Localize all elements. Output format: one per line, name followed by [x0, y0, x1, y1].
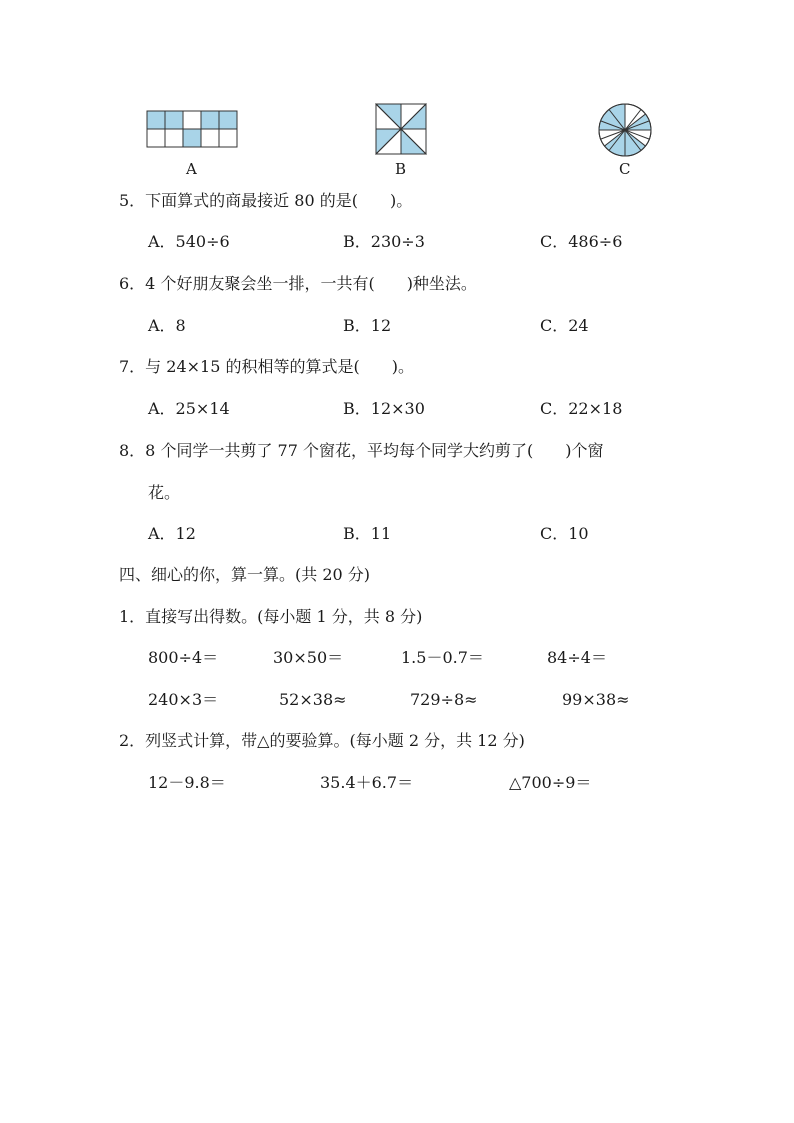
section-4-title: 四、细心的你，算一算。(共 20 分) [119, 565, 371, 584]
question-6-option-b: B．12 [343, 316, 392, 335]
figure-b-label: B [395, 160, 407, 178]
figure-a-grid [146, 110, 238, 148]
question-8-stem: 8．8 个同学一共剪了 77 个窗花，平均每个同学大约剪了( )个窗 [119, 441, 604, 460]
question-7-option-c: C．22×18 [540, 399, 623, 418]
calc-item: 99×38≈ [562, 690, 630, 709]
section-4-q2-stem: 2．列竖式计算，带△的要验算。(每小题 2 分，共 12 分) [119, 731, 525, 750]
question-6-stem: 6．4 个好朋友聚会坐一排，一共有( )种坐法。 [119, 274, 477, 293]
question-5-option-a: A．540÷6 [148, 232, 230, 251]
question-5-stem: 5．下面算式的商最接近 80 的是( )。 [119, 191, 413, 210]
calc-item: 729÷8≈ [410, 690, 478, 709]
question-5-option-b: B．230÷3 [343, 232, 425, 251]
question-5-option-c: C．486÷6 [540, 232, 623, 251]
question-8-option-b: B．11 [343, 524, 392, 543]
figure-c-circle [597, 102, 653, 158]
question-6-option-a: A．8 [148, 316, 186, 335]
calc-item: 52×38≈ [279, 690, 347, 709]
calc-item: 240×3＝ [148, 690, 219, 709]
calc-item: 30×50＝ [273, 648, 344, 667]
question-8-option-a: A．12 [148, 524, 196, 543]
section-4-q1-stem: 1．直接写出得数。(每小题 1 分，共 8 分) [119, 607, 423, 626]
figure-c-label: C [619, 160, 631, 178]
vertical-calc-item: 35.4＋6.7＝ [320, 773, 414, 792]
question-6-option-c: C．24 [540, 316, 589, 335]
calc-item: 1.5－0.7＝ [401, 648, 484, 667]
vertical-calc-item: 12－9.8＝ [148, 773, 226, 792]
figure-b-square [375, 103, 427, 155]
question-7-option-a: A．25×14 [148, 399, 230, 418]
question-7-option-b: B．12×30 [343, 399, 425, 418]
vertical-calc-item: △700÷9＝ [509, 773, 592, 792]
figure-a-label: A [186, 160, 197, 178]
question-7-stem: 7．与 24×15 的积相等的算式是( )。 [119, 357, 414, 376]
calc-item: 800÷4＝ [148, 648, 219, 667]
question-8-stem-continued: 花。 [148, 483, 181, 502]
calc-item: 84÷4＝ [547, 648, 607, 667]
question-8-option-c: C．10 [540, 524, 589, 543]
